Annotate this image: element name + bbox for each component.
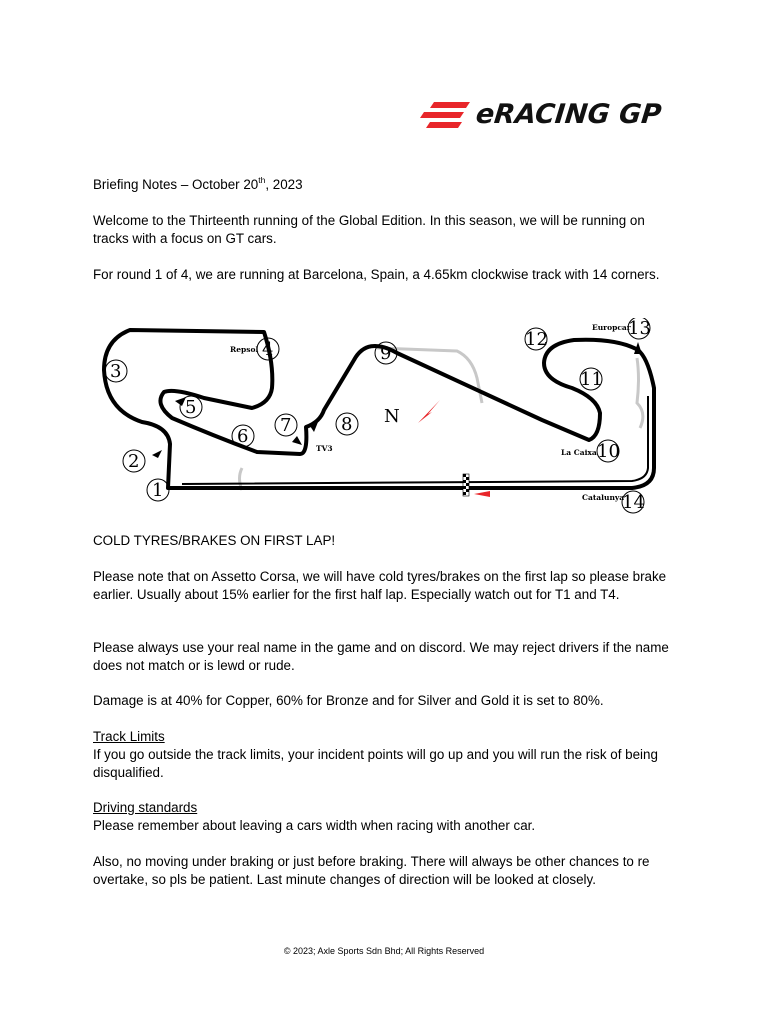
start-finish-line: [463, 474, 469, 496]
sponsor-tv3: TV3: [316, 444, 333, 453]
north-arrow-icon: [418, 400, 440, 423]
footer-copyright: © 2023; Axle Sports Sdn Bhd; All Rights Reserved: [283, 946, 485, 956]
corner-10-label: 10: [597, 441, 620, 462]
corner-14-label: 14: [622, 492, 645, 513]
corner-4-label: 4: [262, 339, 274, 360]
direction-arrow-icon: [474, 491, 490, 497]
intro-paragraph: Welcome to the Thirteenth running of the Global Edition. In this season, we will be running on tracks with a focus on GT cars.: [93, 213, 645, 246]
cold-tyres-heading: COLD TYRES/BRAKES ON FIRST LAP!: [93, 533, 336, 548]
real-name-paragraph: Please always use your real name in the game and on discord. We may reject drivers if the name does not match or is lewd or rude.: [93, 640, 669, 673]
corner-8-label: 8: [341, 414, 353, 435]
sponsor-repsol: Repsol: [230, 345, 259, 354]
driving-standards-heading: Driving standards: [93, 800, 198, 815]
corner-13-label: 13: [628, 318, 651, 339]
sponsor-catalunya: Catalunya: [582, 493, 625, 502]
briefing-title: Briefing Notes – October 20th, 2023: [93, 174, 303, 192]
corner-7-label: 7: [280, 415, 292, 436]
corner-11-label: 11: [580, 369, 603, 390]
damage-paragraph: Damage is at 40% for Copper, 60% for Bronze and for Silver and Gold it is set to 80%.: [93, 693, 604, 708]
sponsor-europcar: Europcar: [592, 323, 631, 332]
corner-12-label: 12: [525, 329, 548, 350]
corner-2-label: 2: [128, 451, 140, 472]
overtake-paragraph: Also, no moving under braking or just before braking. There will always be other chances to re overtake, so pls be patient. Last minute changes of direction will be looked at closely.: [93, 854, 650, 887]
corner-5-label: 5: [185, 397, 197, 418]
brand-logo: [420, 98, 663, 134]
corner-1-label: 1: [152, 480, 164, 501]
track-limits-heading: Track Limits: [93, 729, 165, 744]
track-limits-body: If you go outside the track limits, your incident points will go up and you will run the risk of being disqualified.: [93, 747, 658, 780]
track-map: [92, 318, 672, 518]
north-label: N: [384, 406, 400, 427]
brand-name: eRACING GP: [474, 99, 663, 130]
cold-tyres-body: Please note that on Assetto Corsa, we will have cold tyres/brakes on the first lap so please brake earlier. Usually about 15% earlier for the first half lap. Especially watch out for T1 and T4.: [93, 569, 667, 602]
driving-standards-body: Please remember about leaving a cars width when racing with another car.: [93, 818, 536, 833]
corner-3-label: 3: [110, 361, 122, 382]
corner-6-label: 6: [237, 426, 249, 447]
corner-9-label: 9: [380, 343, 392, 364]
sponsor-la-caixa: La Caixa: [561, 448, 597, 457]
round-paragraph: For round 1 of 4, we are running at Barcelona, Spain, a 4.65km clockwise track with 14 corners.: [93, 267, 660, 282]
logo-speed-mark-icon: [420, 102, 472, 128]
